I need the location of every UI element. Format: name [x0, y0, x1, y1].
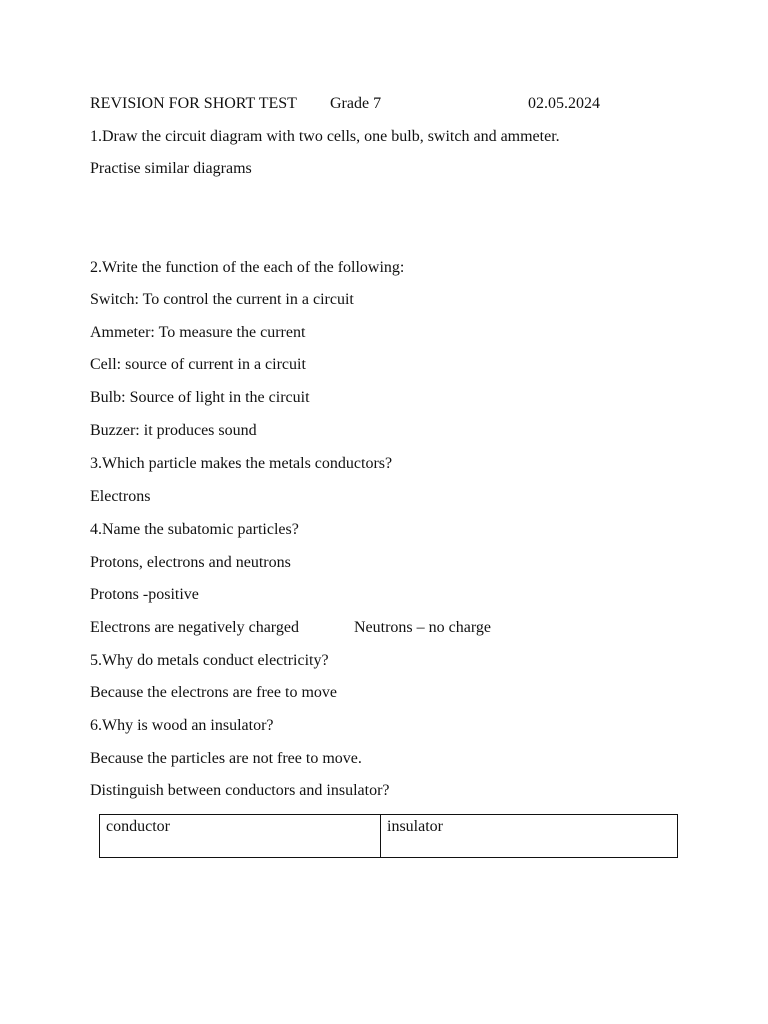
answer-electrons: Electrons are negatively charged	[90, 619, 299, 636]
question-3: 3.Which particle makes the metals conductors?	[90, 455, 393, 472]
answer-5: Because the electrons are free to move	[90, 684, 337, 701]
answer-buzzer: Buzzer: it produces sound	[90, 422, 257, 439]
answer-neutrons: Neutrons – no charge	[354, 619, 491, 636]
answer-4: Protons, electrons and neutrons	[90, 554, 291, 571]
table-row	[100, 815, 678, 858]
question-4: 4.Name the subatomic particles?	[90, 521, 299, 538]
answer-protons: Protons -positive	[90, 586, 199, 603]
date-label: 02.05.2024	[528, 95, 600, 112]
question-2: 2.Write the function of the each of the following:	[90, 259, 405, 276]
question-5: 5.Why do metals conduct electricity?	[90, 652, 329, 669]
answer-3: Electrons	[90, 488, 151, 505]
question-6: 6.Why is wood an insulator?	[90, 717, 274, 734]
comparison-table	[99, 814, 678, 858]
answer-bulb: Bulb: Source of light in the circuit	[90, 389, 310, 406]
answer-6: Because the particles are not free to move.	[90, 750, 362, 767]
answer-ammeter: Ammeter: To measure the current	[90, 324, 306, 341]
document-title: REVISION FOR SHORT TEST	[90, 95, 297, 112]
grade-label: Grade 7	[330, 95, 382, 112]
table-cell-insulator: insulator	[381, 815, 678, 858]
answer-switch: Switch: To control the current in a circuit	[90, 291, 354, 308]
table-cell-conductor: conductor	[100, 815, 381, 858]
answer-cell: Cell: source of current in a circuit	[90, 356, 306, 373]
question-1: 1.Draw the circuit diagram with two cells, one bulb, switch and ammeter.	[90, 128, 560, 145]
question-distinguish: Distinguish between conductors and insulator?	[90, 782, 390, 799]
question-1-note: Practise similar diagrams	[90, 160, 252, 177]
